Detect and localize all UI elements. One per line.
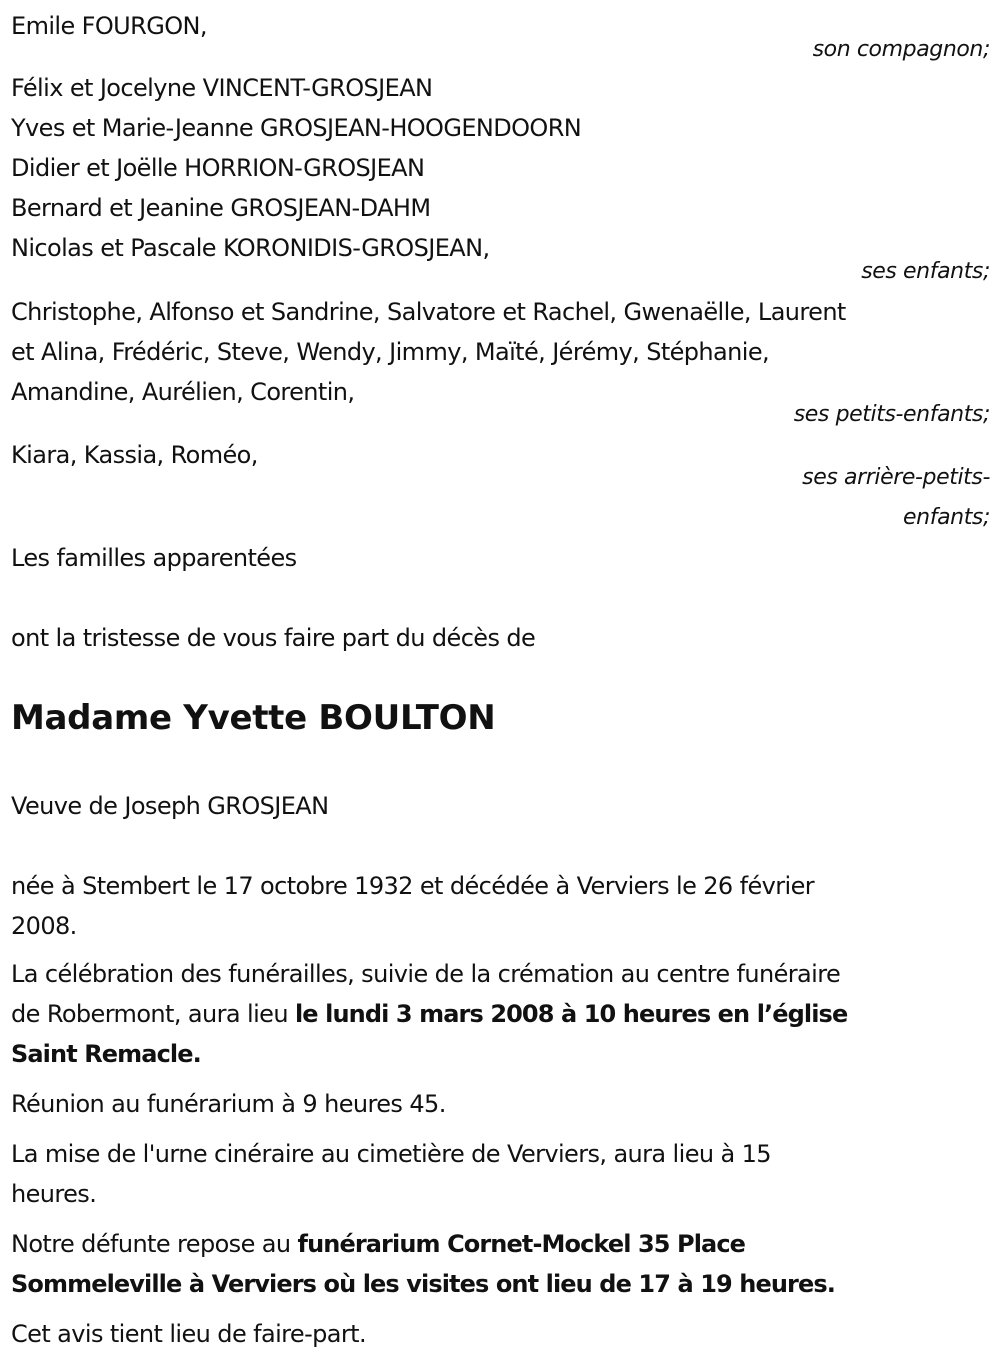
urn-line: heures. — [11, 1180, 97, 1208]
child-name: Yves et Marie-Jeanne GROSJEAN-HOOGENDOORN — [11, 114, 582, 142]
gathering-info: Réunion au funérarium à 9 heures 45. — [11, 1090, 446, 1118]
funeral-line — [11, 1039, 201, 1069]
announcement-text: ont la tristesse de vous faire part du décès de — [11, 624, 536, 652]
repose-location: funérarium Cornet-Mockel 35 Place — [297, 1230, 746, 1258]
repose-line — [11, 1269, 835, 1299]
related-families: Les familles apparentées — [11, 544, 297, 572]
birth-death-line: née à Stembert le 17 octobre 1932 et décédée à Verviers le 26 février — [11, 872, 815, 900]
funeral-line — [11, 999, 847, 1029]
funeral-text: de Robermont, aura lieu — [11, 1000, 295, 1028]
child-name: Nicolas et Pascale KORONIDIS-GROSJEAN, — [11, 234, 490, 262]
visiting-hours: Sommeleville à Verviers où les visites ont lieu de 17 à 19 heures. — [11, 1270, 835, 1298]
child-name: Didier et Joëlle HORRION-GROSJEAN — [11, 154, 425, 182]
funeral-church: Saint Remacle. — [11, 1040, 201, 1068]
grandchildren-line: Amandine, Aurélien, Corentin, — [11, 378, 355, 406]
deceased-name: Madame Yvette BOULTON — [11, 698, 496, 738]
great-grandchildren-names: Kiara, Kassia, Roméo, — [11, 441, 258, 469]
great-grandchildren-relation: ses arrière-petits- — [802, 465, 990, 490]
grandchildren-line: et Alina, Frédéric, Steve, Wendy, Jimmy, Maïté, Jérémy, Stéphanie, — [11, 338, 770, 366]
funeral-line: La célébration des funérailles, suivie de la crémation au centre funéraire — [11, 960, 841, 988]
children-relation: ses enfants; — [861, 259, 990, 284]
great-grandchildren-relation: enfants; — [903, 505, 990, 530]
birth-death-line: 2008. — [11, 912, 77, 940]
closing-note: Cet avis tient lieu de faire-part. — [11, 1320, 366, 1348]
grandchildren-line: Christophe, Alfonso et Sandrine, Salvatore et Rachel, Gwenaëlle, Laurent — [11, 298, 846, 326]
grandchildren-relation: ses petits-enfants; — [793, 402, 990, 427]
child-name: Bernard et Jeanine GROSJEAN-DAHM — [11, 194, 431, 222]
companion-name: Emile FOURGON, — [11, 12, 207, 40]
repose-line — [11, 1229, 745, 1259]
companion-relation: son compagnon; — [812, 37, 990, 62]
repose-text: Notre défunte repose au — [11, 1230, 298, 1258]
widow-of: Veuve de Joseph GROSJEAN — [11, 792, 329, 820]
child-name: Félix et Jocelyne VINCENT-GROSJEAN — [11, 74, 433, 102]
funeral-date-time: le lundi 3 mars 2008 à 10 heures en l’église — [294, 1000, 848, 1028]
urn-line: La mise de l'urne cinéraire au cimetière de Verviers, aura lieu à 15 — [11, 1140, 771, 1168]
